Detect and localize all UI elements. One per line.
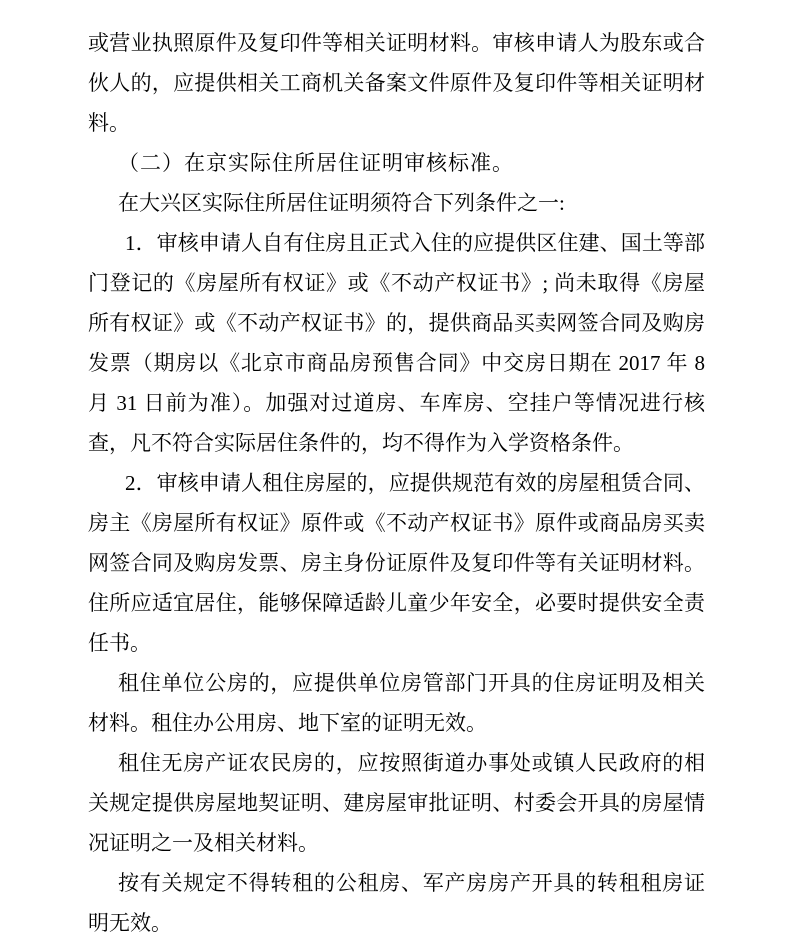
list-item-1-owned-housing: 1．审核申请人自有住房且正式入住的应提供区住建、国土等部门登记的《房屋所有权证》或《不动产权证书》; 尚未取得《房屋所有权证》或《不动产权证书》的，提供商品买卖网签合同及购房发票（期房以《北京市商品房预售合同》中交房日期在 2017 年 8 月 31 日前为准）。加强对过道房、车库房、空挂户等情况进行核查，凡不符合实际居住条件的，均不得作为入学资格条件。 <box>88 231 705 455</box>
paragraph-unit-public-housing: 租住单位公房的，应提供单位房管部门开具的住房证明及相关材料。租住办公用房、地下室的证明无效。 <box>88 671 705 735</box>
section-heading-residence-certificate-standards: （二）在京实际住所居住证明审核标准。 <box>118 151 514 175</box>
list-item-2-rented-housing: 2．审核申请人租住房屋的，应提供规范有效的房屋租赁合同、房主《房屋所有权证》原件或《不动产权证书》原件或商品房买卖网签合同及购房发票、房主身份证原件及复印件等有关证明材料。住所应适宜居住，能够保障适龄儿童少年安全，必要时提供安全责任书。 <box>88 471 705 655</box>
paragraph-sublet-invalid: 按有关规定不得转租的公租房、军产房房产开具的转租租房证明无效。 <box>88 871 705 935</box>
paragraph-continuation-business-license: 或营业执照原件及复印件等相关证明材料。审核申请人为股东或合伙人的，应提供相关工商机关备案文件原件及复印件等相关证明材料。 <box>88 31 705 135</box>
paragraph-daxing-conditions-intro: 在大兴区实际住所居住证明须符合下列条件之一: <box>118 191 565 215</box>
paragraph-farmer-housing-no-deed: 租住无房产证农民房的，应按照街道办事处或镇人民政府的相关规定提供房屋地契证明、建房屋审批证明、村委会开具的房屋情况证明之一及相关材料。 <box>88 751 705 855</box>
